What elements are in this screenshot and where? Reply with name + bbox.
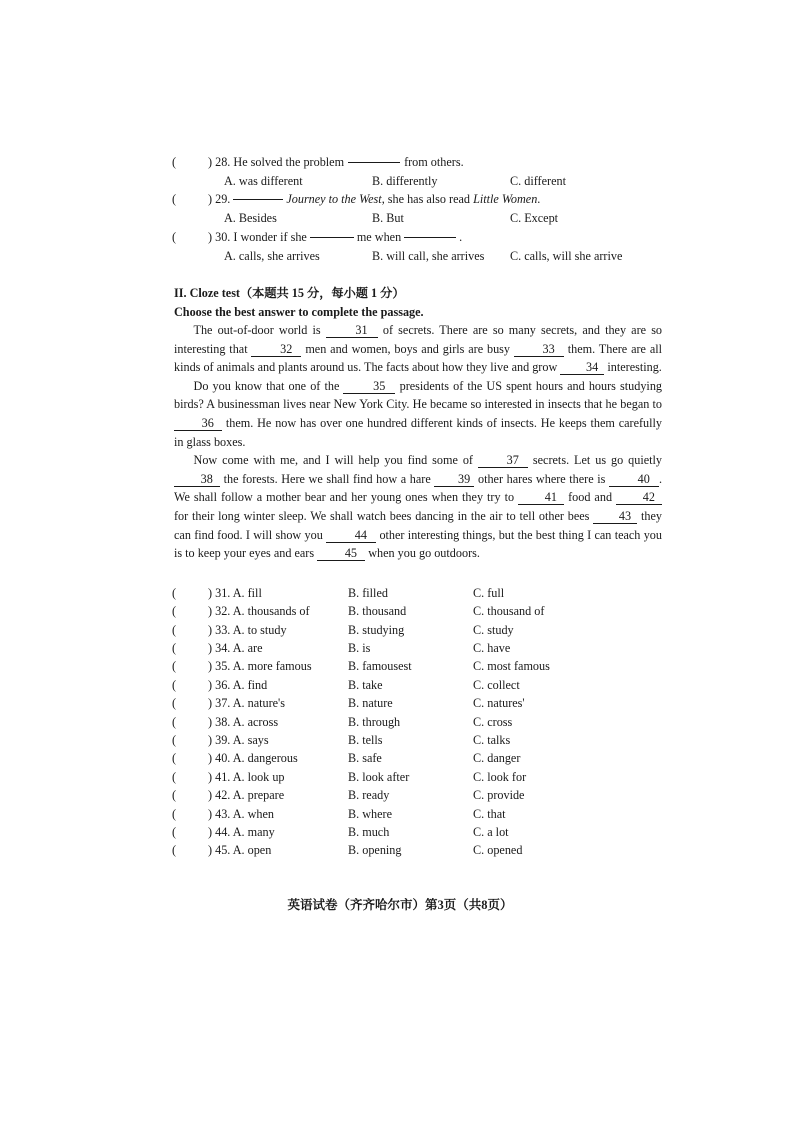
blank-42: 42 [616,491,662,505]
q30-stem-2: me when [356,230,402,244]
q29-option-c: C. Except [510,210,559,225]
passage-text: food and [568,490,613,505]
option-row-35 [172,658,662,676]
section-cloze-header [174,284,662,321]
option-b: B. filled [348,585,388,600]
q29-number: ) 29. [208,192,231,206]
option-b: B. through [348,714,401,729]
answer-paren: ( [172,806,177,821]
option-row-41 [172,768,662,786]
answer-paren: ( [172,696,177,711]
answer-paren: ( [172,622,177,637]
blank-45: 45 [317,547,365,561]
answer-paren: ( [172,230,177,244]
answer-paren: ( [172,604,177,619]
answer-paren: ( [172,192,177,206]
option-c: C. study [473,622,514,637]
q30-option-b: B. will call, she arrives [372,248,485,263]
q28-blank [348,162,400,163]
option-c: C. thousand of [473,604,545,619]
q28-stem-pre: ) 28. He solved the problem [208,155,345,169]
option-row-42 [172,786,662,804]
passage-text: interesting. [607,360,662,375]
option-row-31 [172,584,662,602]
q30-stem-1: ) 30. I wonder if she [208,230,307,244]
option-c: C. talks [473,733,511,748]
option-row-39 [172,731,662,749]
option-b: B. opening [348,843,402,858]
passage-paragraph-2 [174,377,662,451]
option-b: B. look after [348,769,410,784]
blank-44: 44 [326,529,376,543]
option-b: B. where [348,806,392,821]
option-a: ) 36. A. find [208,677,268,692]
q28-option-b: B. differently [372,173,438,188]
option-c: C. collect [473,677,520,692]
q29-mid: , she has also read [381,192,471,206]
option-row-37 [172,694,662,712]
option-a: ) 39. A. says [208,733,269,748]
passage-text: Do you know that one of the [193,378,340,393]
blank-31: 31 [326,324,378,338]
option-a: ) 43. A. when [208,806,275,821]
option-b: B. much [348,824,390,839]
q30-stem-3: . [459,230,463,244]
blank-39: 39 [434,473,474,487]
option-c: C. most famous [473,659,550,674]
q30-blank-2 [404,237,456,238]
passage-text: them. There are all kinds of animals and plants around us. The facts about how they live and grow [174,341,662,375]
q29-option-b: B. But [372,210,404,225]
blank-32: 32 [251,343,301,357]
option-row-38 [172,713,662,731]
blank-37: 37 [478,454,528,468]
q29-end: . [537,192,541,206]
passage-text: secrets. Let us go quietly [532,453,663,468]
answer-paren: ( [172,659,177,674]
option-c: C. that [473,806,506,821]
blank-41: 41 [518,491,564,505]
cloze-passage [174,321,662,563]
option-b: B. take [348,677,383,692]
option-row-40 [172,750,662,768]
option-row-33 [172,621,662,639]
answer-paren: ( [172,155,177,169]
option-b: B. thousand [348,604,407,619]
passage-text: they can find food. I will show you [174,508,662,542]
section-instruction: Choose the best answer to complete the passage. [174,304,424,319]
q29-options [172,209,662,228]
option-c: C. have [473,641,511,656]
page-footer: 英语试卷（齐齐哈尔市）第3页（共8页） [287,898,513,912]
blank-40: 40 [609,473,659,487]
option-a: ) 42. A. prepare [208,788,285,803]
answer-paren: ( [172,751,177,766]
passage-paragraph-1 [174,321,662,377]
passage-text: men and women, boys and girls are busy [305,341,511,356]
answer-paren: ( [172,714,177,729]
option-b: B. studying [348,622,405,637]
option-a: ) 38. A. across [208,714,279,729]
passage-paragraph-3 [174,451,662,563]
option-b: B. ready [348,788,390,803]
option-c: C. danger [473,751,521,766]
blank-43: 43 [593,510,637,524]
q29-book-title-1: Journey to the West [286,192,382,206]
passage-text: when you go outdoors. [368,546,480,561]
answer-paren: ( [172,843,177,858]
answer-paren: ( [172,641,177,656]
answer-paren: ( [172,824,177,839]
q28-stem-post: from others. [404,155,464,169]
passage-text: the forests. Here we shall find how a hare [223,471,431,486]
option-b: B. tells [348,733,383,748]
passage-text: for their long winter sleep. We shall watch bees dancing in the air to tell other bees [174,508,590,523]
question-30 [172,228,662,265]
option-c: C. a lot [473,824,509,839]
blank-38: 38 [174,473,220,487]
q30-blank-1 [310,237,354,238]
option-a: ) 33. A. to study [208,622,287,637]
option-row-36 [172,676,662,694]
option-b: B. is [348,641,371,656]
passage-text: presidents of the US spent hours and hours studying birds? A businessman lives near New York City. He became so interested in insects that he began to [174,378,663,412]
option-a: ) 34. A. are [208,641,263,656]
passage-text: them. He now has over one hundred different kinds of insects. He keeps them carefully in glass boxes. [174,415,663,449]
option-a: ) 37. A. nature's [208,696,285,711]
option-row-44 [172,823,662,841]
passage-text: other interesting things, but the best thing I can teach you is to keep your eyes and ears [174,527,662,561]
option-row-43 [172,805,662,823]
answer-paren: ( [172,788,177,803]
blank-35: 35 [343,380,395,394]
q30-options [172,247,662,266]
q28-options [172,172,662,191]
section-title: II. Cloze test（本题共 15 分，每小题 1 分） [174,286,405,300]
answer-paren: ( [172,585,177,600]
q30-option-a: A. calls, she arrives [224,248,320,263]
option-b: B. famousest [348,659,412,674]
option-c: C. natures' [473,696,525,711]
option-a: ) 32. A. thousands of [208,604,310,619]
option-a: ) 45. A. open [208,843,272,858]
option-a: ) 31. A. fill [208,585,262,600]
passage-text: The out-of-door world is [193,323,321,337]
q29-book-title-2: Little Women [473,192,538,206]
option-b: B. nature [348,696,393,711]
passage-text: Now come with me, and I will help you find some of [193,453,473,468]
answer-paren: ( [172,733,177,748]
option-b: B. safe [348,751,382,766]
option-a: ) 35. A. more famous [208,659,312,674]
option-row-32 [172,602,662,620]
blank-33: 33 [514,343,564,357]
q28-option-c: C. different [510,173,566,188]
q30-option-c: C. calls, will she arrive [510,248,623,263]
q29-blank [233,199,283,200]
question-29 [172,190,662,227]
option-a: ) 41. A. look up [208,769,285,784]
blank-36: 36 [174,417,222,431]
option-c: C. full [473,585,505,600]
passage-text: other hares where there is [477,471,606,486]
cloze-options-list [172,584,662,860]
blank-34: 34 [560,361,604,375]
answer-paren: ( [172,769,177,784]
passage-text: of secrets. There are so many secrets, and they are so interesting that [174,323,663,356]
option-c: C. provide [473,788,525,803]
option-a: ) 44. A. many [208,824,275,839]
q28-option-a: A. was different [224,173,303,188]
answer-paren: ( [172,677,177,692]
option-c: C. look for [473,769,527,784]
option-a: ) 40. A. dangerous [208,751,298,766]
option-row-45 [172,841,662,859]
q29-option-a: A. Besides [224,210,277,225]
question-28 [172,153,662,190]
passage-text: . We shall follow a mother bear and her young ones when they try to [174,471,663,505]
option-row-34 [172,639,662,657]
option-c: C. cross [473,714,513,729]
option-c: C. opened [473,843,523,858]
